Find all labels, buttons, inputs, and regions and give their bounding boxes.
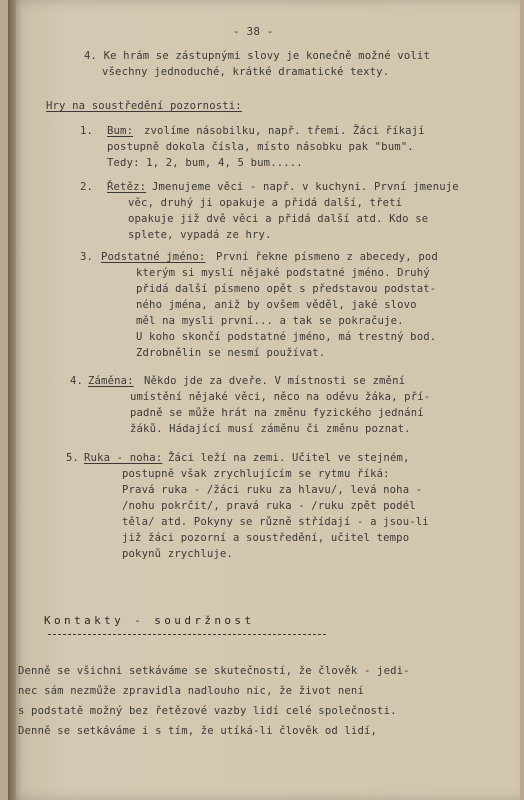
item-number: 4. xyxy=(70,375,84,387)
item-line: těla/ atd. Pokyny se různě střídají - a jsou-li xyxy=(122,516,429,528)
item-line: První řekne písmeno z abecedy, pod xyxy=(216,251,438,263)
item-line: Pravá ruka - /žáci ruku za hlavu/, levá noha - xyxy=(122,484,423,496)
item-line: přidá další písmeno opět s představou podstat- xyxy=(136,283,437,295)
item-line: postupně však zrychlujícím se rytmu říká: xyxy=(122,468,390,480)
item-line: již žáci pozorní a soustředění, učitel tempo xyxy=(122,532,410,544)
closing-line: nec sám nezmůže zpravidla nadlouho nic, že život není xyxy=(18,685,364,697)
intro-line-2: všechny jednoduché, krátké dramatické texty. xyxy=(102,66,390,78)
item-number: 2. xyxy=(80,181,94,193)
item-line: splete, vypadá ze hry. xyxy=(128,229,272,241)
closing-line: Denně se všichni setkáváme se skutečností, že člověk - jedi- xyxy=(18,665,410,677)
item-title: Bum: xyxy=(107,125,134,137)
item-line: měl na mysli první... a tak se pokračuje. xyxy=(136,315,404,327)
section-heading-games: Hry na soustředění pozornosti: xyxy=(46,100,242,112)
item-line: kterým si myslí nějaké podstatné jméno. Druhý xyxy=(136,267,430,279)
item-line: postupně dokola čísla, místo násobku pak "bum". xyxy=(107,141,414,153)
item-line: ného jména, aniž by ovšem věděl, jaké slovo xyxy=(136,299,417,311)
document-page xyxy=(8,0,520,800)
item-line: věc, druhý ji opakuje a přidá další, třetí xyxy=(128,197,403,209)
item-line: žáků. Hádající musí záměnu či změnu poznat. xyxy=(130,423,411,435)
page-binding-edge xyxy=(8,0,16,800)
item-line: Tedy: 1, 2, bum, 4, 5 bum..... xyxy=(107,157,303,169)
item-title: Podstatné jméno: xyxy=(101,251,206,263)
item-number: 1. xyxy=(80,125,94,137)
item-line: zvolíme násobilku, např. třemi. Žáci říkají xyxy=(144,125,425,137)
item-line: Někdo jde za dveře. V místnosti se změní xyxy=(144,375,406,387)
item-number: 5. xyxy=(66,452,80,464)
item-line: /nohu pokrčit/, pravá ruka - /ruku zpět podél xyxy=(122,500,416,512)
section-title-contacts: Kontakty - soudržnost xyxy=(44,614,255,627)
item-line: pokynů zrychluje. xyxy=(122,548,233,560)
section-title-underline xyxy=(48,634,326,635)
item-line: umístění nějaké věci, něco na oděvu žáka, pří- xyxy=(130,391,431,403)
item-title: Ruka - noha: xyxy=(84,452,163,464)
item-number: 3. xyxy=(80,251,94,263)
intro-line-1: 4. Ke hrám se zástupnými slovy je konečně možné volit xyxy=(84,50,430,62)
page-number: - 38 - xyxy=(233,25,274,38)
closing-line: Denně se setkáváme i s tím, že utíká-li člověk od lidí, xyxy=(18,725,378,737)
closing-line: s podstatě možný bez řetězové vazby lidí celé společnosti. xyxy=(18,705,397,717)
item-line: Žáci leží na zemi. Učitel ve stejném, xyxy=(168,452,410,464)
item-line: opakuje již dvě věci a přidá další atd. Kdo se xyxy=(128,213,429,225)
item-line: padně se může hrát na změnu fyzického jednání xyxy=(130,407,424,419)
item-title: Záměna: xyxy=(88,375,134,387)
item-line: Zdrobnělin se nesmí používat. xyxy=(136,347,326,359)
item-line: U koho skončí podstatné jméno, má trestný bod. xyxy=(136,331,437,343)
item-line: Jmenujeme věci - např. v kuchyni. První jmenuje xyxy=(152,181,459,193)
item-title: Řetěz: xyxy=(107,181,147,193)
